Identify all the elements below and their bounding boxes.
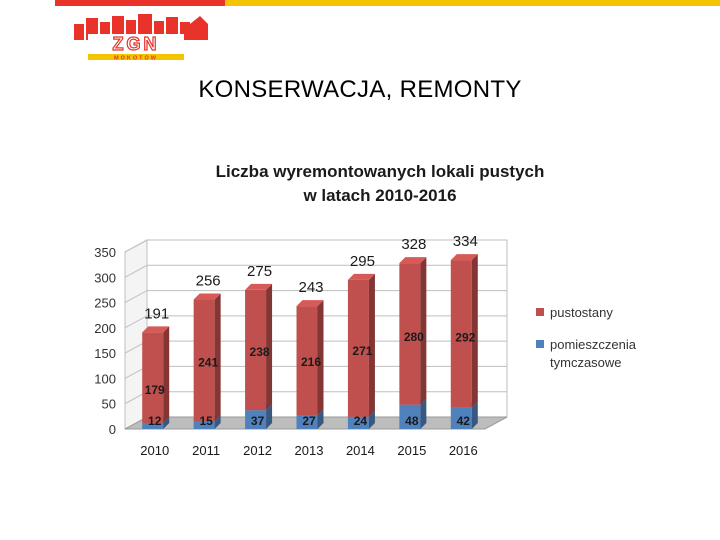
x-tick-label: 2010	[140, 443, 170, 458]
y-tick-label: 350	[94, 245, 116, 260]
data-label-pomieszczenia-2013: 27	[302, 414, 316, 428]
data-label-pomieszczenia-2012: 37	[250, 414, 265, 428]
legend-item-pomieszczenia-tymczasowe	[536, 336, 670, 372]
total-label-2013: 243	[298, 279, 324, 297]
data-label-pomieszczenia-2011: 15	[199, 414, 213, 428]
chart-title-line-2: w latach 2010-2016	[303, 186, 457, 205]
data-label-pustostany-2013: 216	[300, 355, 322, 370]
x-tick-label: 2014	[345, 443, 375, 458]
logo-text: ZGN	[112, 34, 160, 54]
data-label-pomieszczenia-2010: 12	[148, 414, 162, 428]
x-tick-label: 2012	[243, 443, 273, 458]
data-label-pomieszczenia-2014: 24	[353, 414, 368, 428]
legend-swatch-pustostany	[536, 308, 544, 316]
data-label-pustostany-2010: 179	[144, 382, 165, 397]
y-tick-label: 100	[94, 371, 116, 387]
total-label-2012: 275	[247, 262, 273, 280]
y-tick-label: 300	[94, 270, 116, 286]
total-label-2015: 328	[401, 236, 427, 254]
logo-subtext: MOKOTÓW	[114, 55, 158, 60]
x-tick-label: 2016	[448, 443, 478, 458]
chart-title-line-1: Liczba wyremontowanych lokali pustych	[215, 162, 545, 181]
total-label-2011: 256	[195, 272, 221, 290]
y-tick-label: 0	[108, 422, 116, 437]
data-label-pomieszczenia-2016: 42	[456, 414, 470, 428]
y-tick-label: 200	[94, 320, 116, 336]
total-label-2014: 295	[349, 252, 375, 270]
data-label-pustostany-2015: 280	[403, 330, 424, 345]
legend-item-pustostany	[536, 304, 670, 322]
y-tick-label: 250	[94, 295, 116, 311]
total-label-2010: 191	[144, 305, 170, 323]
x-tick-label: 2015	[397, 443, 427, 458]
slide-title: KONSERWACJA, REMONTY	[198, 76, 522, 103]
legend-label-pustostany: pustostany	[550, 305, 613, 320]
y-tick-label: 150	[94, 346, 116, 362]
chart-legend	[536, 304, 670, 386]
x-tick-label: 2013	[294, 443, 324, 458]
legend-label-pomieszczenia-tymczasowe: pomieszczenia tymczasowe	[550, 337, 636, 370]
bar-pustostany-2010	[142, 326, 169, 423]
legend-swatch-pomieszczenia-tymczasowe	[536, 340, 544, 348]
bar-pustostany-2010-side	[163, 326, 169, 423]
data-label-pustostany-2016: 292	[455, 330, 476, 345]
data-label-pustostany-2014: 271	[352, 344, 373, 359]
x-tick-label: 2011	[192, 443, 221, 458]
bar-pustostany-2010-front	[142, 332, 163, 423]
y-tick-label: 50	[101, 396, 116, 412]
data-label-pomieszczenia-2015: 48	[405, 414, 419, 428]
data-label-pustostany-2012: 238	[249, 345, 270, 360]
data-label-pustostany-2011: 241	[198, 355, 219, 370]
total-label-2016: 334	[452, 233, 478, 251]
